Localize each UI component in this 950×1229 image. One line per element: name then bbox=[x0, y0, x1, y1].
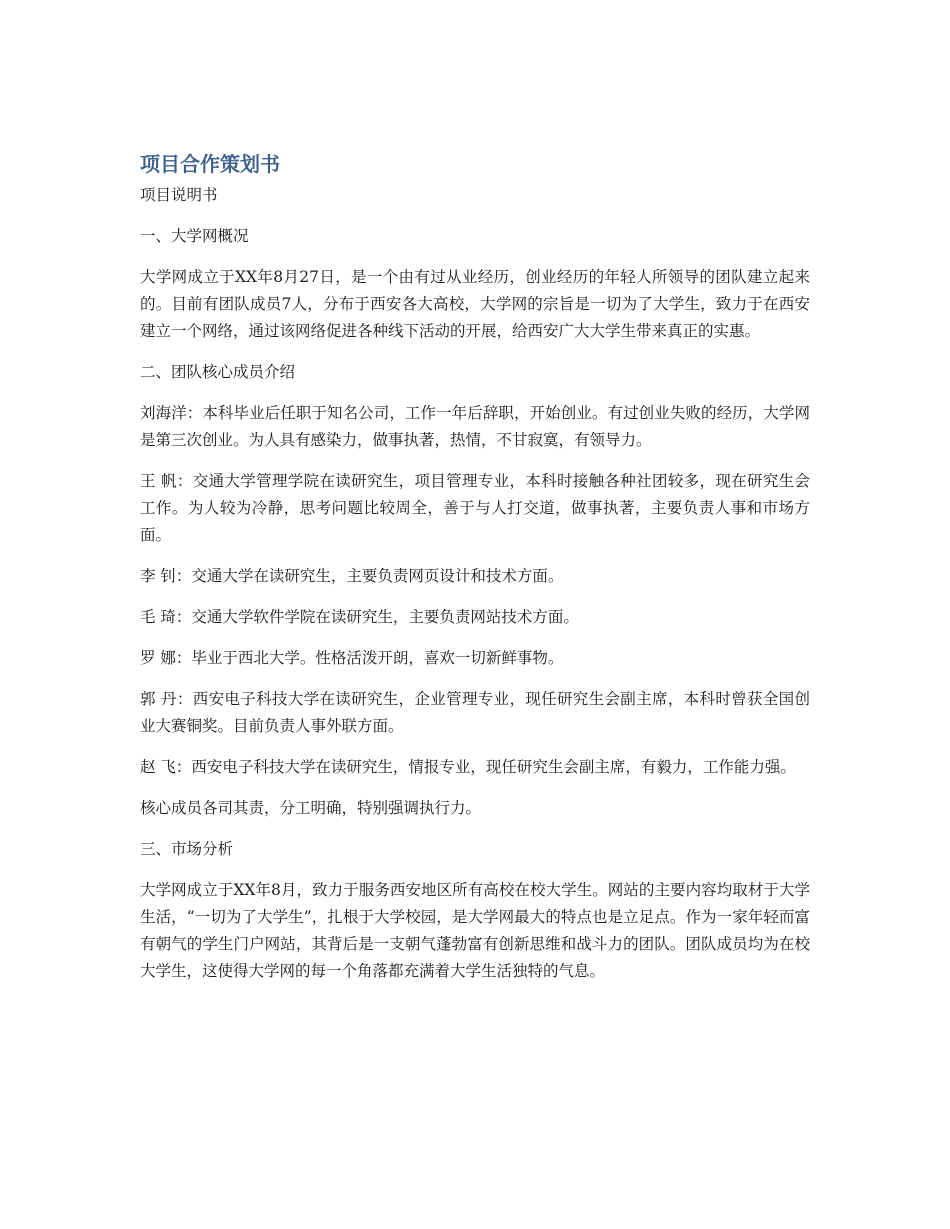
member-paragraph-guo: 郭 丹：西安电子科技大学在读研究生，企业管理专业，现任研究生会副主席，本科时曾获全国创业大赛铜奖。目前负责人事外联方面。 bbox=[140, 690, 810, 735]
document-title: 项目合作策划书 bbox=[140, 152, 280, 176]
member-paragraph-wang: 王 帆：交通大学管理学院在读研究生，项目管理专业，本科时接触各种社团较多，现在研究生会工作。为人较为冷静，思考问题比较周全，善于与人打交道，做事执著，主要负责人事和市场方面。 bbox=[140, 472, 810, 544]
member-paragraph-luo: 罗 娜：毕业于西北大学。性格活泼开朗，喜欢一切新鲜事物。 bbox=[140, 649, 564, 667]
document-subtitle: 项目说明书 bbox=[140, 186, 218, 204]
section-heading-market: 三、市场分析 bbox=[140, 840, 234, 858]
member-paragraph-zhao: 赵 飞：西安电子科技大学在读研究生，情报专业，现任研究生会副主席，有毅力，工作能力强。 bbox=[140, 758, 796, 776]
document-page bbox=[140, 150, 810, 999]
paragraph-overview: 大学网成立于XX年8月27日，是一个由有过从业经历，创业经历的年轻人所领导的团队建立起来的。目前有团队成员7人，分布于西安各大高校，大学网的宗旨是一切为了大学生，致力于在西安建立一个网络，通过该网络促进各种线下活动的开展，给西安广大大学生带来真正的实惠。 bbox=[140, 268, 810, 340]
member-paragraph-li: 李 钊：交通大学在读研究生，主要负责网页设计和技术方面。 bbox=[140, 567, 564, 585]
paragraph-market: 大学网成立于XX年8月，致力于服务西安地区所有高校在校大学生。网站的主要内容均取材于大学生活，“一切为了大学生”，扎根于大学校园，是大学网最大的特点也是立足点。作为一家年轻而富有朝气的学生门户网站，其背后是一支朝气蓬勃富有创新思维和战斗力的团队。团队成员均为在校大学生，这使得大学网的每一个角落都充满着大学生活独特的气息。 bbox=[140, 881, 810, 980]
member-paragraph-mao: 毛 琦：交通大学软件学院在读研究生，主要负责网站技术方面。 bbox=[140, 608, 579, 626]
section-heading-overview: 一、大学网概况 bbox=[140, 227, 249, 245]
team-summary-paragraph: 核心成员各司其责，分工明确，特别强调执行力。 bbox=[140, 799, 482, 817]
section-heading-team: 二、团队核心成员介绍 bbox=[140, 363, 296, 381]
member-paragraph-liu: 刘海洋：本科毕业后任职于知名公司，工作一年后辞职，开始创业。有过创业失败的经历，大学网是第三次创业。为人具有感染力，做事执著，热情，不甘寂寞，有领导力。 bbox=[140, 404, 810, 449]
